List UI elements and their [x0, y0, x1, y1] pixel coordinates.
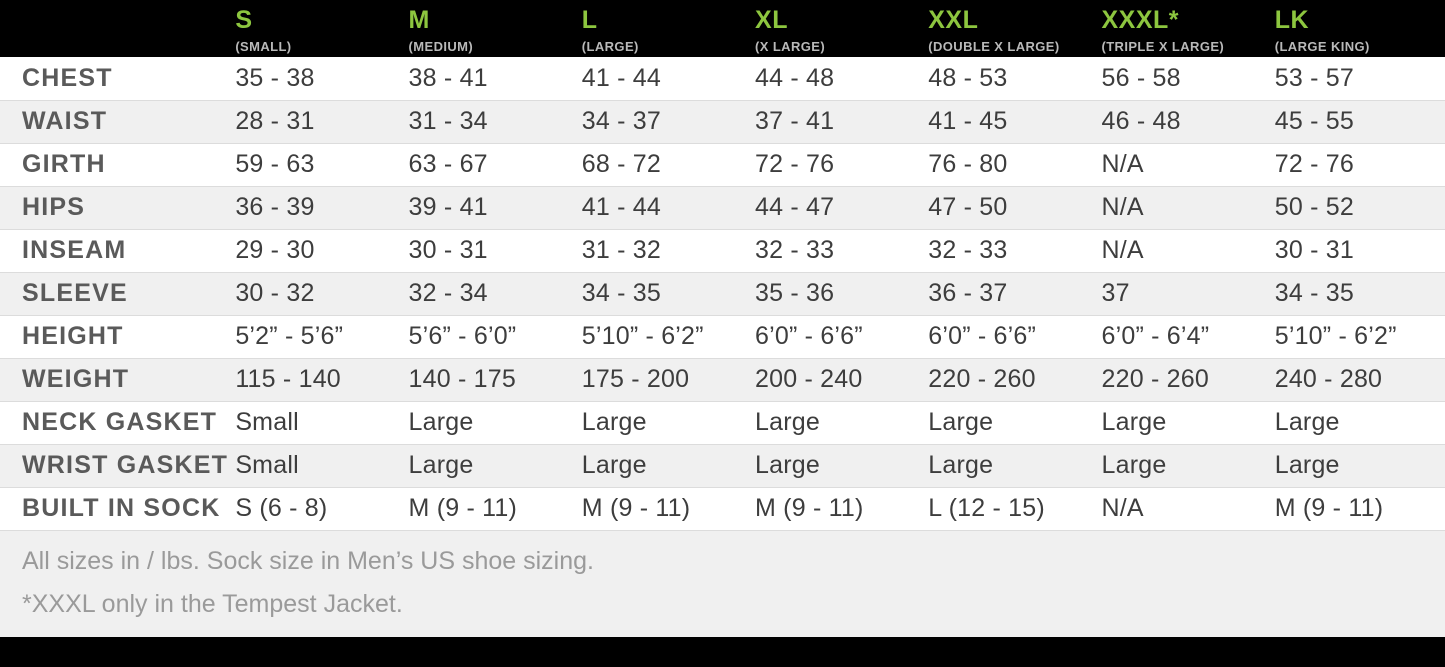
cell-sleeve-m: 32 - 34 — [407, 272, 580, 315]
cell-weight-m: 140 - 175 — [407, 358, 580, 401]
cell-waist-lk: 45 - 55 — [1273, 100, 1445, 143]
row-label-weight: WEIGHT — [0, 358, 233, 401]
row-label-neck-gasket: NECK GASKET — [0, 401, 233, 444]
cell-girth-xl: 72 - 76 — [753, 143, 926, 186]
table-row — [0, 401, 1445, 444]
cell-inseam-lk: 30 - 31 — [1273, 229, 1445, 272]
cell-height-xxl: 6’0” - 6’6” — [926, 315, 1099, 358]
cell-neck-gasket-xxl: Large — [926, 401, 1099, 444]
cell-weight-xl: 200 - 240 — [753, 358, 926, 401]
table-row — [0, 444, 1445, 487]
header-cell-xxl — [926, 0, 1099, 57]
cell-waist-s: 28 - 31 — [233, 100, 406, 143]
table-row — [0, 315, 1445, 358]
cell-girth-s: 59 - 63 — [233, 143, 406, 186]
table-row — [0, 143, 1445, 186]
table-row — [0, 487, 1445, 530]
header-abbr-l: L — [581, 6, 598, 34]
cell-neck-gasket-l: Large — [580, 401, 753, 444]
cell-hips-xxl: 47 - 50 — [926, 186, 1099, 229]
header-cell-xxxl — [1099, 0, 1272, 57]
header-abbr-xxxl: XXXL* — [1101, 6, 1180, 34]
cell-weight-s: 115 - 140 — [233, 358, 406, 401]
table-row — [0, 272, 1445, 315]
cell-sleeve-lk: 34 - 35 — [1273, 272, 1445, 315]
header-abbr-xxl: XXL — [928, 6, 979, 34]
cell-waist-m: 31 - 34 — [407, 100, 580, 143]
cell-weight-l: 175 - 200 — [580, 358, 753, 401]
cell-chest-lk: 53 - 57 — [1273, 57, 1445, 100]
cell-neck-gasket-xxxl: Large — [1099, 401, 1272, 444]
cell-chest-s: 35 - 38 — [233, 57, 406, 100]
header-full-l: (LARGE) — [581, 39, 639, 54]
cell-height-lk: 5’10” - 6’2” — [1273, 315, 1445, 358]
header-label-blank — [22, 0, 233, 8]
cell-built-in-sock-xxxl: N/A — [1099, 487, 1272, 530]
cell-neck-gasket-lk: Large — [1273, 401, 1445, 444]
header-full-m: (MEDIUM) — [408, 39, 474, 54]
cell-neck-gasket-s: Small — [233, 401, 406, 444]
cell-waist-xl: 37 - 41 — [753, 100, 926, 143]
table-row — [0, 358, 1445, 401]
table-header — [0, 0, 1445, 57]
cell-girth-m: 63 - 67 — [407, 143, 580, 186]
row-label-girth: GIRTH — [0, 143, 233, 186]
header-full-s: (SMALL) — [235, 39, 292, 54]
row-label-built-in-sock: BUILT IN SOCK — [0, 487, 233, 530]
cell-hips-l: 41 - 44 — [580, 186, 753, 229]
cell-hips-s: 36 - 39 — [233, 186, 406, 229]
cell-wrist-gasket-m: Large — [407, 444, 580, 487]
cell-built-in-sock-m: M (9 - 11) — [407, 487, 580, 530]
cell-inseam-s: 29 - 30 — [233, 229, 406, 272]
cell-neck-gasket-xl: Large — [753, 401, 926, 444]
cell-chest-xxl: 48 - 53 — [926, 57, 1099, 100]
row-label-sleeve: SLEEVE — [0, 272, 233, 315]
header-cell-measurement — [0, 0, 233, 57]
cell-neck-gasket-m: Large — [407, 401, 580, 444]
cell-built-in-sock-s: S (6 - 8) — [233, 487, 406, 530]
note-xxxl: *XXXL only in the Tempest Jacket. — [22, 589, 403, 618]
row-label-chest: CHEST — [0, 57, 233, 100]
cell-wrist-gasket-lk: Large — [1273, 444, 1445, 487]
header-abbr-xl: XL — [755, 6, 788, 34]
note-units: All sizes in / lbs. Sock size in Men’s US shoe sizing. — [22, 546, 594, 575]
cell-height-l: 5’10” - 6’2” — [580, 315, 753, 358]
cell-inseam-m: 30 - 31 — [407, 229, 580, 272]
table-row — [0, 186, 1445, 229]
cell-sleeve-xl: 35 - 36 — [753, 272, 926, 315]
header-cell-lk — [1273, 0, 1445, 57]
cell-waist-xxl: 41 - 45 — [926, 100, 1099, 143]
cell-weight-xxl: 220 - 260 — [926, 358, 1099, 401]
header-abbr-m: M — [408, 6, 430, 34]
cell-hips-xl: 44 - 47 — [753, 186, 926, 229]
cell-height-m: 5’6” - 6’0” — [407, 315, 580, 358]
cell-waist-xxxl: 46 - 48 — [1099, 100, 1272, 143]
table-row — [0, 229, 1445, 272]
cell-weight-lk: 240 - 280 — [1273, 358, 1445, 401]
cell-sleeve-xxl: 36 - 37 — [926, 272, 1099, 315]
cell-girth-l: 68 - 72 — [580, 143, 753, 186]
header-full-xl: (X LARGE) — [755, 39, 826, 54]
cell-wrist-gasket-xl: Large — [753, 444, 926, 487]
header-cell-s — [233, 0, 406, 57]
table-row — [0, 100, 1445, 143]
row-label-height: HEIGHT — [0, 315, 233, 358]
row-label-inseam: INSEAM — [0, 229, 233, 272]
notes-section — [0, 531, 1445, 637]
header-abbr-s: S — [235, 6, 253, 34]
header-abbr-lk: LK — [1274, 6, 1310, 34]
cell-inseam-xxl: 32 - 33 — [926, 229, 1099, 272]
cell-waist-l: 34 - 37 — [580, 100, 753, 143]
table-row — [0, 57, 1445, 100]
cell-built-in-sock-xl: M (9 - 11) — [753, 487, 926, 530]
cell-inseam-xl: 32 - 33 — [753, 229, 926, 272]
cell-wrist-gasket-xxl: Large — [926, 444, 1099, 487]
cell-wrist-gasket-l: Large — [580, 444, 753, 487]
cell-wrist-gasket-xxxl: Large — [1099, 444, 1272, 487]
header-full-xxxl: (TRIPLE X LARGE) — [1101, 39, 1225, 54]
cell-built-in-sock-lk: M (9 - 11) — [1273, 487, 1445, 530]
cell-chest-xl: 44 - 48 — [753, 57, 926, 100]
cell-girth-xxl: 76 - 80 — [926, 143, 1099, 186]
row-label-hips: HIPS — [0, 186, 233, 229]
cell-hips-m: 39 - 41 — [407, 186, 580, 229]
cell-built-in-sock-l: M (9 - 11) — [580, 487, 753, 530]
cell-girth-xxxl: N/A — [1099, 143, 1272, 186]
cell-chest-l: 41 - 44 — [580, 57, 753, 100]
cell-inseam-xxxl: N/A — [1099, 229, 1272, 272]
cell-sleeve-xxxl: 37 — [1099, 272, 1272, 315]
cell-inseam-l: 31 - 32 — [580, 229, 753, 272]
header-full-lk: (LARGE KING) — [1274, 39, 1370, 54]
header-cell-l — [580, 0, 753, 57]
header-cell-xl — [753, 0, 926, 57]
cell-chest-m: 38 - 41 — [407, 57, 580, 100]
cell-sleeve-l: 34 - 35 — [580, 272, 753, 315]
cell-weight-xxxl: 220 - 260 — [1099, 358, 1272, 401]
cell-hips-lk: 50 - 52 — [1273, 186, 1445, 229]
footer-bar — [0, 637, 1445, 664]
cell-girth-lk: 72 - 76 — [1273, 143, 1445, 186]
cell-height-s: 5’2” - 5’6” — [233, 315, 406, 358]
header-full-xxl: (DOUBLE X LARGE) — [928, 39, 1060, 54]
row-label-waist: WAIST — [0, 100, 233, 143]
cell-height-xl: 6’0” - 6’6” — [753, 315, 926, 358]
table-header-row — [0, 0, 1445, 57]
cell-height-xxxl: 6’0” - 6’4” — [1099, 315, 1272, 358]
cell-wrist-gasket-s: Small — [233, 444, 406, 487]
table-body — [0, 57, 1445, 530]
header-cell-m — [407, 0, 580, 57]
cell-sleeve-s: 30 - 32 — [233, 272, 406, 315]
row-label-wrist-gasket: WRIST GASKET — [0, 444, 233, 487]
cell-chest-xxxl: 56 - 58 — [1099, 57, 1272, 100]
cell-built-in-sock-xxl: L (12 - 15) — [926, 487, 1099, 530]
cell-hips-xxxl: N/A — [1099, 186, 1272, 229]
